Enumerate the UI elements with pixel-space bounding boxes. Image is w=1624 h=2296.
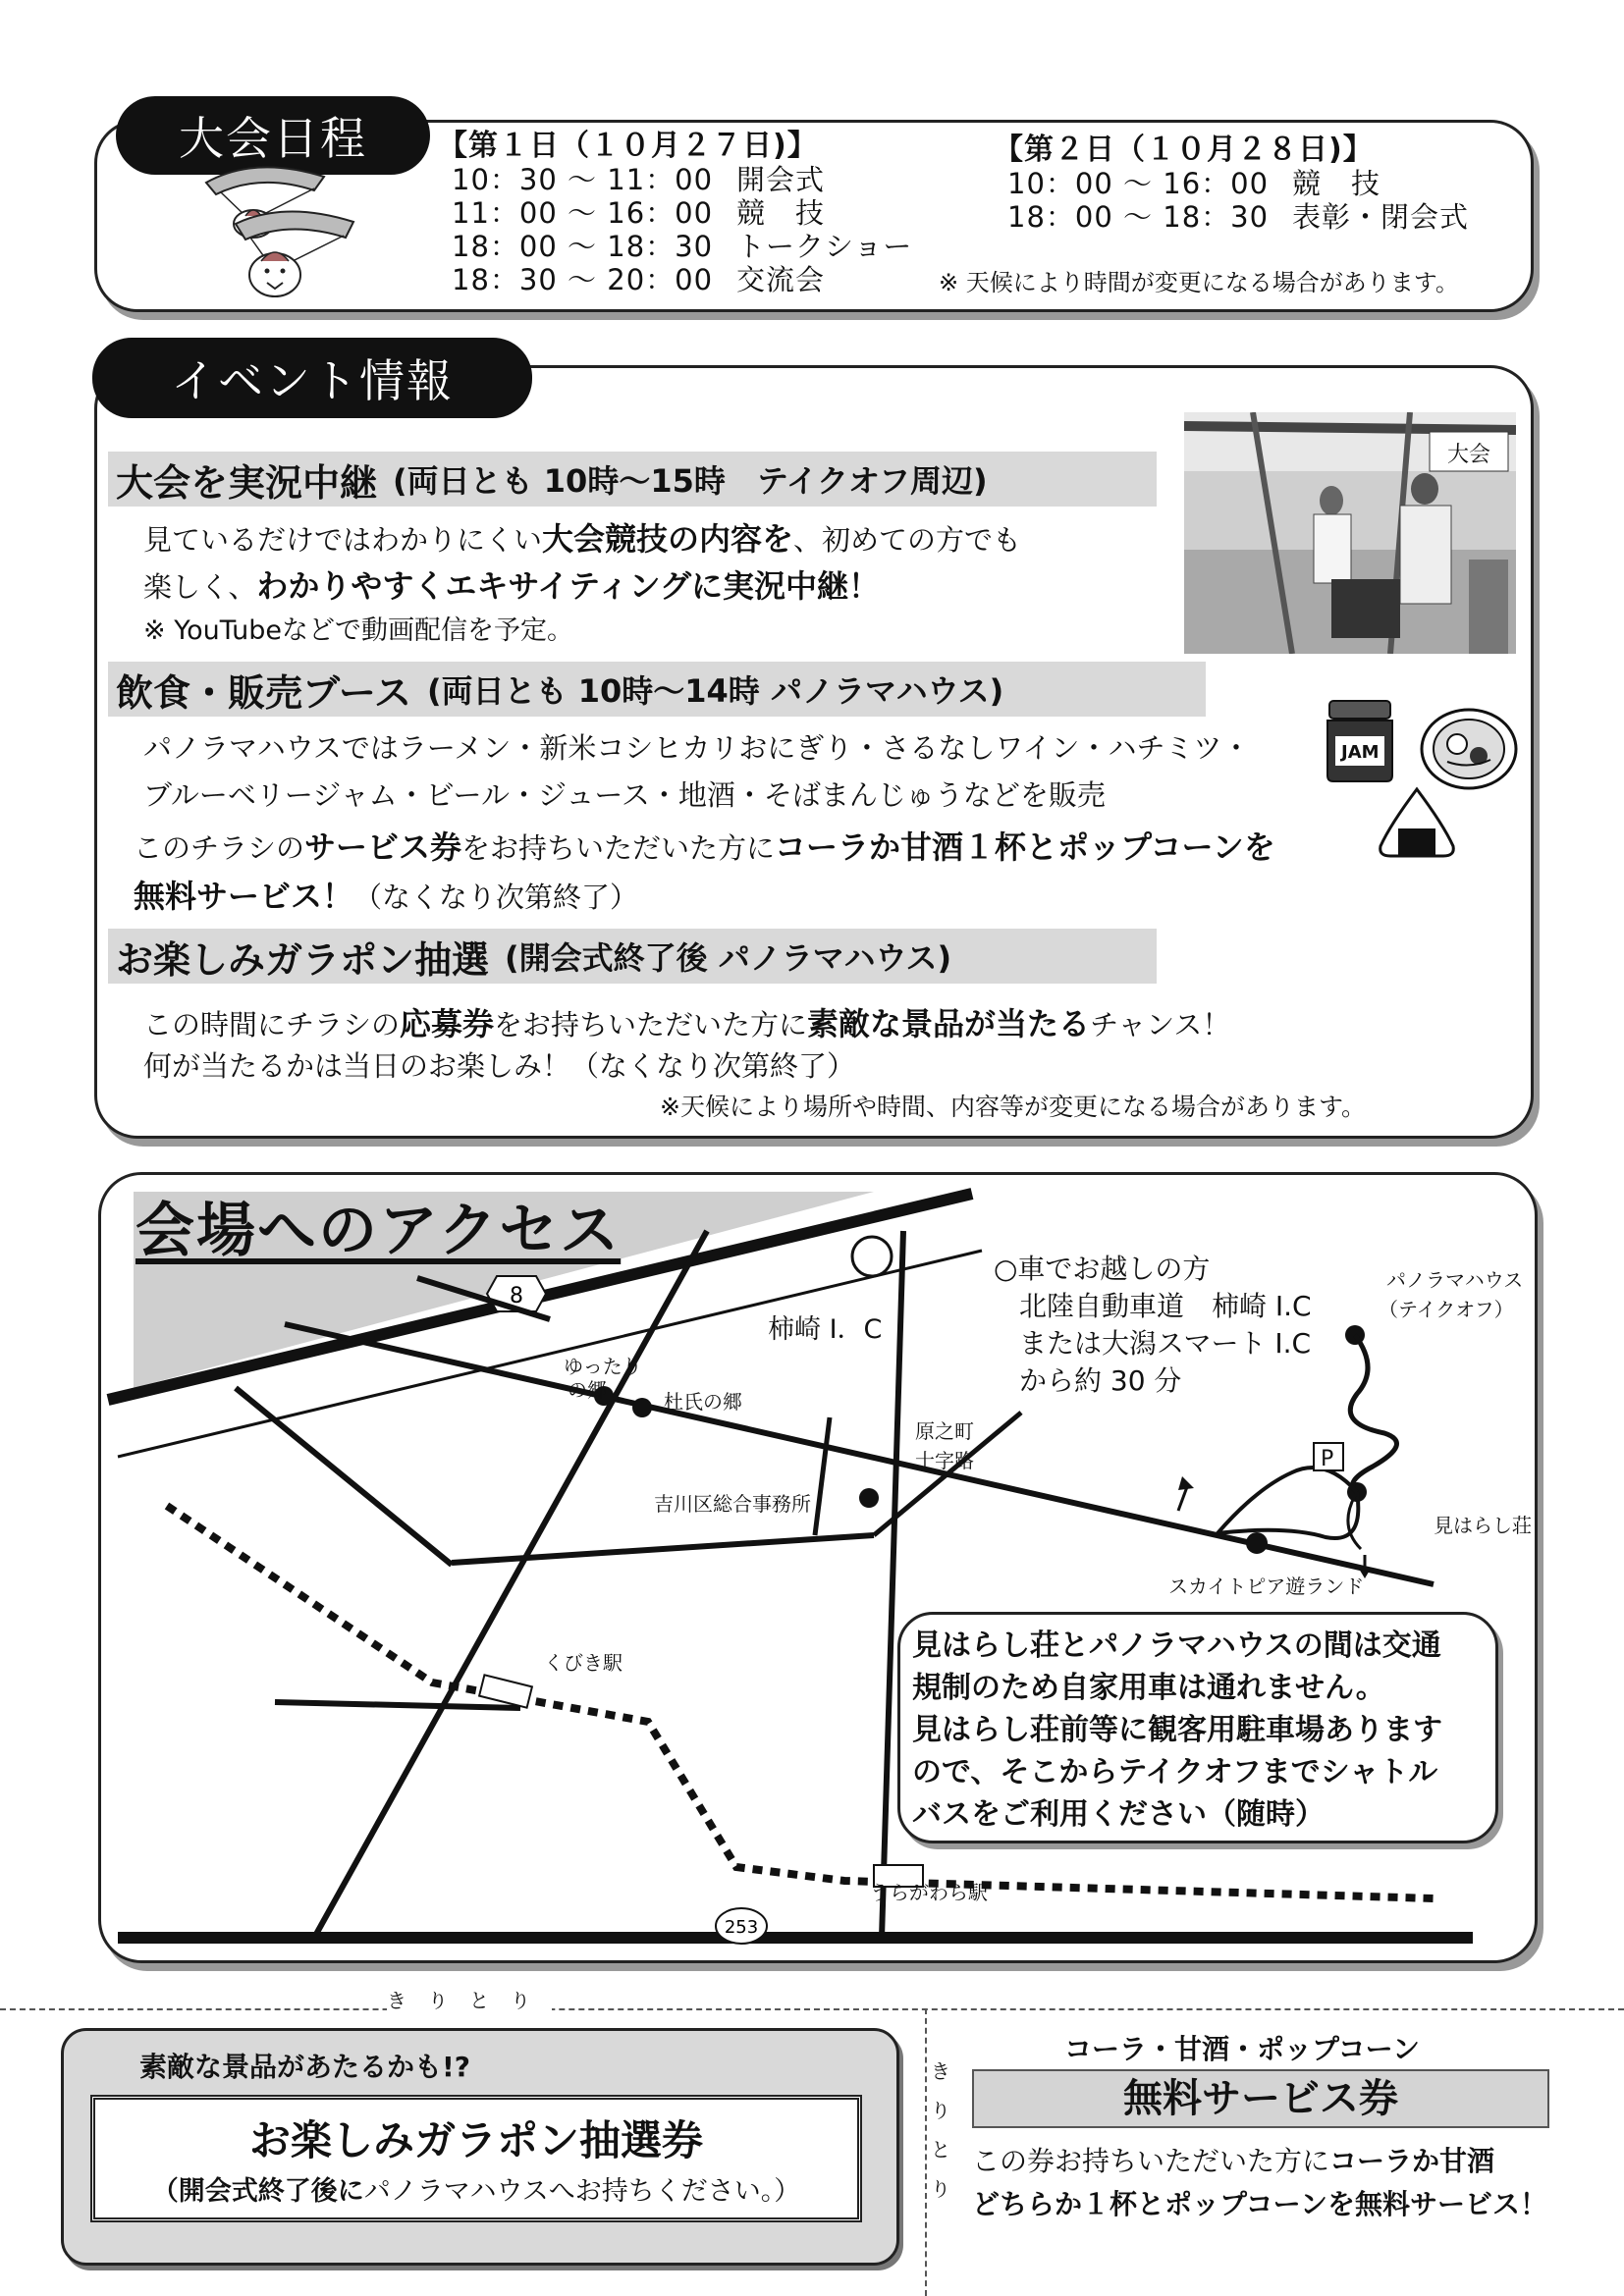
service-coupon-title: 無料サービス券 (972, 2069, 1549, 2128)
live-line-3: ※ YouTubeなどで動画配信を予定。 (143, 615, 573, 646)
kakizaki-ic-label: 柿崎 I．C (768, 1314, 883, 1345)
schedule-row (452, 230, 912, 263)
text: チャンス！ (1090, 1008, 1231, 1041)
jam-label: JAM (1341, 742, 1380, 763)
yuttari-label-2: の郷 (568, 1378, 607, 1402)
car-line-1: 北陸自動車道 柿崎 I.C (1019, 1290, 1312, 1322)
food-line-1: パノラマハウスではラーメン・新米コシヒカリおにぎり・さるなしワイン・ハチミツ・ (143, 731, 1251, 765)
time: 11：00 ～ 16：00 (452, 196, 714, 230)
text-bold: 無料サービス！ (134, 878, 354, 915)
miharashi-label: 見はらし荘 (1434, 1514, 1532, 1537)
access-title: 会場へのアクセス (135, 1197, 622, 1265)
live-line-1 (143, 514, 1021, 560)
lottery-line-2: 何が当たるかは当日のお楽しみ！（なくなり次第終了） (143, 1049, 856, 1083)
events-note: ※天候により場所や時間、内容等が変更になる場合があります。 (660, 1093, 1366, 1121)
panorama-house-label-2: （テイクオフ） (1379, 1298, 1514, 1321)
text-bold: わかりやすくエキサイティングに実況中継！ (256, 567, 880, 605)
cut-label-vertical (931, 2052, 950, 2209)
traffic-notice (897, 1612, 1498, 1843)
event: トークショー (736, 230, 913, 263)
car-line-3: から約 30 分 (1019, 1364, 1182, 1397)
schedule-title: 大会日程 (116, 96, 430, 175)
text-bold: 応募券 (400, 1005, 495, 1042)
service-coupon-line-1 (972, 2140, 1494, 2179)
kubiki-station-label: くびき駅 (544, 1651, 623, 1675)
text-bold: 大会競技の内容を (542, 520, 794, 558)
lottery-heading (108, 929, 1157, 984)
day2-header: 【第２日（１０月２８日)】 (994, 133, 1374, 167)
food-line-2: ブルーベリージャム・ビール・ジュース・地酒・そばまんじゅうなどを販売 (143, 778, 1106, 812)
text: この時間にチラシの (143, 1008, 401, 1041)
car-directions (994, 1251, 1312, 1400)
car-line-2: または大潟スマート I.C (1019, 1327, 1312, 1360)
route-8-label: 8 (510, 1284, 523, 1308)
yuttari-label-1: ゆったり (564, 1355, 642, 1378)
schedule-row (452, 263, 912, 296)
ramen-bowl-icon (1418, 705, 1520, 793)
cut-line-vertical (925, 2008, 927, 2296)
text: 楽しく、 (143, 570, 257, 604)
day1-header: 【第１日（１０月２７日)】 (438, 129, 818, 163)
notice-line: 規制のため自家用車は通れません。 (912, 1671, 1385, 1705)
live-heading-sub: (両日とも 10時～15時 テイクオフ周辺) (393, 462, 988, 500)
live-heading (108, 452, 1157, 507)
notice-line: ので、そこからテイクオフまでシャトル (912, 1755, 1438, 1789)
text: 見ているだけではわかりにくい (143, 523, 543, 557)
cut-char: り (931, 2099, 950, 2122)
paraglider-mascot-icon (177, 155, 373, 312)
notice-line: 見はらし荘とパノラマハウスの間は交通 (912, 1629, 1441, 1663)
events-title: イベント情報 (92, 338, 532, 418)
text: この券お持ちいただいた方に (972, 2145, 1330, 2177)
time: 10：30 ～ 11：00 (452, 163, 714, 196)
text: をお持ちいただいた方に (494, 1008, 808, 1041)
service-coupon-top: コーラ・甘酒・ポップコーン (1064, 2033, 1421, 2065)
text: をお持ちいただいた方に (461, 831, 776, 865)
day1-schedule (438, 130, 912, 296)
cut-label: きりとり (387, 1985, 552, 2013)
lottery-line-1 (143, 999, 1230, 1044)
food-heading (108, 662, 1206, 717)
cut-char: き (931, 2059, 950, 2083)
uragawara-station-label: うらがわら駅 (870, 1881, 988, 1904)
text-bold: （開会式終了後に (151, 2176, 364, 2207)
jam-jar-icon (1322, 697, 1398, 785)
onigiri-icon (1375, 785, 1459, 860)
event: 表彰・閉会式 (1292, 200, 1470, 234)
toji-label: 杜氏の郷 (664, 1390, 742, 1414)
text: 、初めての方でも (793, 523, 1022, 557)
route-253-label: 253 (724, 1917, 759, 1938)
event: 競 技 (1292, 167, 1381, 200)
event: 競 技 (736, 196, 826, 230)
notice-line: 見はらし荘前等に観客用駐車場あります (912, 1713, 1442, 1747)
food-heading-sub: (両日とも 10時～14時 パノラマハウス) (426, 672, 1004, 710)
parking-icon: P (1321, 1447, 1334, 1471)
service-coupon-line-2: どちらか１杯とポップコーンを無料サービス！ (972, 2188, 1548, 2220)
schedule-row (1007, 200, 1469, 234)
text: このチラシの (134, 831, 305, 865)
food-heading-text: 飲食・販売ブース (116, 670, 411, 715)
cut-char: と (931, 2138, 950, 2162)
schedule-note: ※ 天候により時間が変更になる場合があります。 (939, 269, 1459, 296)
text-bold: コーラか甘酒１杯とポップコーンを (775, 828, 1275, 866)
event: 開会式 (736, 163, 826, 196)
lottery-coupon-title: お楽しみガラポン抽選券 (248, 2116, 703, 2164)
text-bold: 素敵な景品が当たる (807, 1005, 1091, 1042)
schedule-row (452, 196, 912, 230)
lottery-coupon-note (90, 2169, 862, 2208)
notice-line: バスをご利用ください（随時） (912, 1797, 1325, 1832)
lottery-heading-sub: (開会式終了後 パノラマハウス) (505, 939, 952, 977)
day2-schedule (994, 133, 1469, 234)
time: 18：00 ～ 18：30 (452, 230, 714, 263)
skytopia-label: スカイトピア遊ランド (1168, 1575, 1365, 1598)
panorama-house-label-1: パノラマハウス (1386, 1268, 1524, 1292)
lottery-heading-text: お楽しみガラポン抽選 (116, 937, 490, 982)
text: パノラマハウスへお持ちください。） (363, 2176, 801, 2207)
office-label: 吉川区総合事務所 (654, 1492, 811, 1516)
photo-sign-text: 大会 (1447, 443, 1491, 467)
haranomachi-label-1: 原之町 (915, 1419, 974, 1443)
time: 18：30 ～ 20：00 (452, 263, 714, 296)
cut-line-horizontal (0, 2008, 1624, 2010)
text: （なくなり次第終了） (353, 881, 639, 914)
car-title: ○車でお越しの方 (994, 1253, 1211, 1285)
text-bold: サービス券 (304, 828, 462, 866)
time: 10：00 ～ 16：00 (1007, 167, 1270, 200)
schedule-row (452, 163, 912, 196)
text-bold: コーラか甘酒 (1329, 2145, 1495, 2177)
haranomachi-label-2: 十字路 (915, 1449, 974, 1472)
live-line-2 (143, 561, 880, 607)
food-line-4 (134, 872, 638, 917)
food-line-3 (134, 823, 1275, 868)
live-heading-text: 大会を実況中継 (116, 460, 378, 505)
cut-char: り (931, 2177, 950, 2201)
commentary-photo (1184, 412, 1516, 654)
schedule-row (1007, 167, 1469, 200)
time: 18：00 ～ 18：30 (1007, 200, 1270, 234)
lottery-coupon-teaser: 素敵な景品があたるかも!? (139, 2051, 471, 2083)
event: 交流会 (736, 263, 826, 296)
